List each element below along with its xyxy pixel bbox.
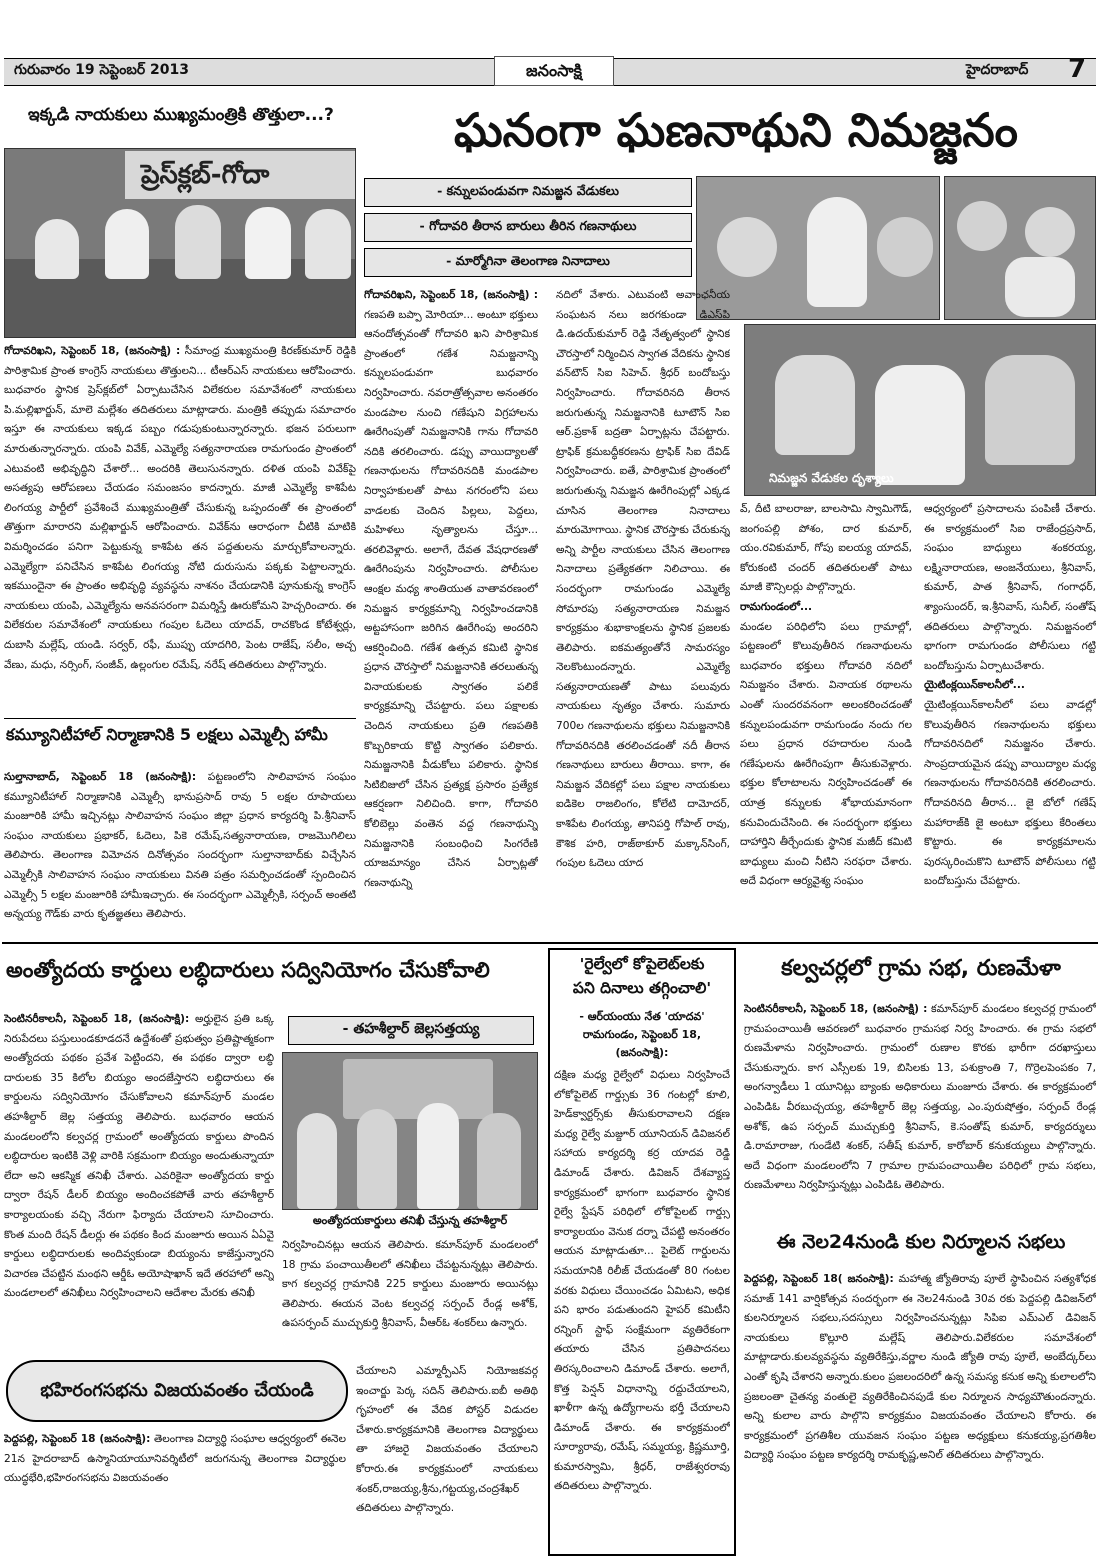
railway-byline-3: (జనంసాక్షి): (615, 1046, 669, 1059)
person-figure (417, 1103, 459, 1209)
lead-dateline: గోదావరిఖని, సెప్టెంబర్ 18, (జనంసాక్షి) : (364, 289, 538, 301)
person-figure (175, 205, 221, 279)
lead-bullet: - మార్మోగినా తెలంగాణ నినాదాలు (364, 248, 692, 277)
bahiranga-box (6, 1360, 348, 1422)
lead-bullet: - కన్నులపండువగా నిమజ్జన వేడుకలు (364, 178, 692, 207)
story-left-text (4, 342, 356, 714)
edition-city: హైదరాబాద్ (966, 62, 1029, 78)
railway-text (554, 1066, 730, 1552)
story-left-headline: ఇక్కడి నాయకులు ముఖ్యమంత్రికి తొత్తులా...? (28, 105, 334, 125)
community-hall-headline: కమ్యూనిటీహాల్ నిర్మాణానికి 5 లక్షలు ఎమ్మెల్సీ హామీ (6, 725, 328, 744)
story-left-body: సీమాంధ్ర ముఖ్యమంత్రి కిరణ్‌కుమార్ రెడ్డికి పారిశ్రామిక ప్రాంత కాంగ్రెస్ నాయకులు తొత్తులని... టీఆర్ఎస్ నాయకులు ఆరోపించారు. బుధవారం స్థానిక ప్రెస్‌క్లబ్‌లో ఏర్పాటుచేసిన విలేకరుల సమావేశంలో నాయకులు పి.మల్లిఖార్జున్, మాలె మల్లేశం తదితరులు మాట్లాడారు. మంత్రికి తప్పుడు సమాచారం ఇస్తూ ఈ నాయకులు ఇక్కడ పబ్బం గడుపుకుంటున్నారన్నారు. భజన పరులుగా మారుతున్నారన్నారు. యంపి వివేక్, ఎమ్మెల్యే సత్యనారాయణ రామగుండం ప్రాంతంలో ఎటువంటి అభివృద్ధిని చేశారో... అందరికి తెలుసునన్నారు. దళిత యంపి వివేక్‌పై అసత్యపు ఆరోపణలు చేయడం సమంజసం కాదన్నారు. మాజీ ఎమ్మెల్యే కాశిపేట లింగయ్య పార్టీలో ప్రవేశించే ముఖ్యమంత్రితో చేసుకున్న ఒప్పందంతో ఈ ప్రాంతంలో తొత్తుగా మారారని మల్లిఖార్జున్ ఆరోపించారు. వివేక్‌ను ఆరాధంగా చీటికి మాటికి విమర్శించడం పనిగా పెట్టుకున్న కాశిపేట తన పద్దతులను మార్చుకోవాలన్నారు. ఎమ్మెల్యేగా పనిచేసిన కాశిపేట లింగయ్య నోటి దురుసును పక్కకు పెట్టాలన్నారు. ఇకముందైనా ఈ ప్రాంతం అభివృద్ధి వ్యవస్థను నాశనం చేయడానికి పూనుకున్న కాంగ్రెస్ నాయకులు యంపి, ఎమ్మెల్యేను అనవసరంగా విమర్శిస్తే ఊరుకోమని హెచ్చరించారు. ఈ విలేకరుల సమావేశంలో నాయకులు గంపుల ఓదెలు యాదవ్, రాచకొండ కోటేశ్వర్లు, దుబాసి మల్లేష్, యండి. సర్వర్, రఫీ, ముప్పు యాదగిరి, పెంట రాజేష్, సలీం, అచ్చ వేణు, మధు, నర్సింగ్, సంజీవ్, ఉల్లంగుల రమేష్, నరేష్ తదితరులు పాల్గొన్నారు. (4, 345, 356, 671)
caste-text (744, 1270, 1096, 1556)
children-ganesh-photo (696, 176, 940, 320)
bahiranga-col-2 (356, 1362, 538, 1556)
immersion-photo-caption: నిమజ్జన వేడుకల దృశ్యాలు (769, 471, 894, 485)
bahiranga-dateline: పెద్దపల్లి, సెప్టెంబర్ 18 (జనంసాక్షి): (4, 1433, 151, 1445)
page-number: 7 (1068, 54, 1087, 84)
issue-date: గురువారం 19 సెప్టెంబర్ 2013 (14, 62, 189, 78)
community-hall-dateline: సుల్తానాబాద్, సెప్టెంబర్ 18 (జనంసాక్షి): (4, 771, 197, 783)
lead-col3-text: వ్, దీటి బాలరాజు, బాలసామి స్వామిగౌడ్, జంగంపల్లి పోశం, దార కుమార్, యం.రవికుమార్, గోపు ఐలయ్య యాదవ్, కోరుకంటి చందర్ తదితరులతో పాటు మాజీ కౌన్సిలర్లు పాల్గొన్నారు. (740, 503, 912, 594)
antyodaya-photo (282, 1052, 538, 1210)
lead-col-4 (924, 500, 1096, 936)
antyodaya-col2-text: నిర్వహించినట్లు ఆయన తెలిపారు. కమాన్‌పూర్ మండలంలో 18 గ్రామ పంచాయితీలలో తనిఖీలు చేపట్టనున్నట్లు తెలిపారు. కాగ కల్వచర్ల గ్రామానికి 225 కార్డులు మంజూరు అయినట్లు తెలిపారు. ఈయన వెంట కల్వచర్ల సర్పంచ్ రేండ్ల అశోక్, ఉపసర్పంచ్ ముచ్చుకుర్తి శ్రీనివాస్, వీఆర్‌ఓ శంకర్‌లు ఉన్నారు. (282, 1239, 538, 1330)
child-figure (877, 217, 933, 277)
lead-col-1 (364, 286, 538, 936)
story-left-dateline: గోదావరిఖని, సెప్టెంబర్ 18, (జనంసాక్షి) : (4, 345, 181, 357)
ganesh-idol (807, 197, 867, 307)
kalvacharla-dateline: సెంటినరీకాలనీ, సెప్టెంబర్ 18, (జనంసాక్షి) : (744, 1003, 928, 1015)
bahiranga-col2-text: చేయాలని ఎమ్మార్పీఎస్ నియోజకవర్గ ఇంచార్జు పెర్క సదిన్ తెలిపారు.ఐబీ అతిథి గృహంలో ఈ వేదిక పోస్టర్ విడుదల చేశారు.కార్యక్రమానికి తెలంగాణ విద్యార్థులు తా హాజరై విజయవంతం చేయాలని కోరారు.ఈ కార్యక్రమంలో నాయకులు శంకర్,రాజయ్య,శ్రీను,గట్టయ్య,చంద్రశేఖర్ తదితరులు పాల్గొన్నారు. (356, 1365, 538, 1515)
person-figure (35, 219, 79, 279)
person-figure (357, 1109, 397, 1209)
newspaper-logo: జనంసాక్షి (494, 56, 614, 86)
caste-dateline: పెద్దపల్లి, సెప్టెంబర్ 18( జనంసాక్షి): (744, 1273, 894, 1285)
railway-byline-1: - ఆర్‌యంయు నేత 'యాదవ' (579, 1010, 705, 1023)
divider (4, 718, 356, 719)
person-figure (477, 1113, 521, 1209)
railway-byline-2: రామగుండం, సెప్టెంబర్ 18, (582, 1028, 702, 1041)
antyodaya-col-2 (282, 1236, 538, 1356)
crowd-figure (985, 355, 1075, 465)
lead-headline: ఘనంగా ఘణనాథుని నిమజ్జనం (453, 103, 1019, 157)
lead-col2-text: నదిలో వేశారు. ఎటువంటి అవాంఛనీయ సంఘటన నలు జరగకుండా డిఎస్‌పి డి.ఉదయ్‌కుమార్ రెడ్డి నేతృత్వంలో స్థానిక చౌరస్తాలో నిర్మించిన స్వాగత వేదికను స్థానిక వన్‌టౌన్ సిఐ సిహెచ్. శ్రీధర్ బందోబస్తు నిర్వహించారు. గోదావరినది తీరాన జరుగుతున్న నిమజ్జనానికి టూటౌన్ సిఐ ఆర్.ప్రకాశ్ బద్రతా ఏర్పాట్లను చేపట్టారు. ట్రాఫిక్ క్రమబద్ధీకరణను ట్రాఫిక్ సిఐ దేవిడ్ నిర్వహించారు. ఐతే, పారిశ్రామిక ప్రాంతంలో జరుగుతున్న నిమజ్జన ఊరేగింపుల్లో ఎక్కడ చూసిన తెలంగాణ నినాదాలు మారుమోగాయి. స్థానిక చౌరస్తాకు చేరుకున్న అన్ని పార్టీల నాయకులు చేసిన తెలంగాణ నినాదాలు ప్రత్యేకతగా నిలిచాయి. ఈ సందర్భంగా రామగుండం ఎమ్మెల్యే సోమారపు సత్యనారాయణ నిమజ్జన కార్యక్రమం శుభాకాంక్షలను స్థానిక ప్రజలకు తెలిపారు. ఐకమత్యంతోనే సామరస్యం నెలకొంటుందన్నారు. ఎమ్మెల్యే సత్యనారాయణతో పాటు పలువురు నాయకులు నృత్యం చేశారు. సుమారు 700ల గణనాథులను భక్తులు నిమజ్జనానికి గోదావరినదికి తరలించడంతో నదీ తీరాన గణనాథులు బారులు తీరాయి. కాగా, ఈ నిమజ్జన వేదికల్లో పలు పక్షాల నాయకులు ఐడికెల రాజలింగం, కోలేటి దామోదర్, కాశిపేట లింగయ్య, తానిపర్తి గోపాల్ రావు, కౌశిక హరి, రాజ్‌ఠాకూర్ మక్కాన్‌సింగ్, గంపుల ఓదెలు యాద (556, 289, 730, 870)
lead-col3b-text: మండల పరిధిలోని పలు గ్రామాల్లో, పట్టణంలో కొలువుతీరిన గణనాథులను బుధవారం భక్తులు గోదావరి నదిలో నిమజ్జనం చేశారు. వినాయక రథాలను ఎంతో సుందరవనంగా అలంకరించడంతో కన్నులపండువగా రామగుండం నందు గల పలు ప్రధాన రహదారుల నుండి గణేషులను ఊరేగింపుగా తీసుకువెళ్లారు. భక్తుల కోలాటాలను నిర్వహించడంతో ఈ యాత్ర కన్నులకు శోభాయమానంగా కనువిందుచేసింది. ఈ సందర్భంగా భక్తులు దాహార్తిని తీర్చేందుకు స్థానిక మజీద్ కమిటి బాధ్యులు మంచి నీటిని సరఫరా చేశారు. అదే విధంగా ఆర్యవైశ్య సంఘం (740, 620, 912, 888)
person-figure (245, 207, 291, 279)
lead-col1-text: గణపతి బప్పా మోరియా... అంటూ భక్తులు ఆనందోత్సవంతో గోదావరి ఖని పారిశ్రామిక ప్రాంతంలో గణేశ నిమజ్జనాన్ని కన్నులపండువగా బుధవారం నిర్వహించారు. నవరాత్రోత్సవాల అనంతరం మండపాల నుంచి గణేషుని విగ్రహాలను ఊరేగింపుతో నిమజ్జనానికి గాను గోదావరి నదికి తరలించారు. డప్పు వాయిద్యాలతో గణనాథులను గోదావరినదికి మండపాల నిర్వాహకులతో పాటు నగరంలోని పలు వాడలకు చెందిన పిల్లలు, పెద్దలు, మహిళలు నృత్యాలను చేస్తూ... తరలివెళ్లారు. అలాగే, దేవత వేషధారణతో ఊరేగింపును నిర్వహించారు. పోలీసుల ఆంక్షల మధ్య శాంతియుత వాతావరణంలో నిమజ్జన కార్యక్రమాన్ని నిర్వహించడానికి అట్టహాసంగా జరిగిన ఊరేగింపు అందరిని ఆకర్షించింది. గణేశ ఉత్సవ కమిటి స్థానిక ప్రధాన చౌరస్తాలో నిమజ్జనానికి తరలుతున్న వినాయకులకు స్వాగతం పలికే కార్యక్రమాన్ని చేపట్టారు. పలు పక్షాలకు చెందిన నాయకులు ప్రతి గణపతికి కొబ్బరికాయ కొట్టి స్వాగతం పలికారు. నిమజ్జనానికి వీడుకోలు పలికారు. స్థానిక సిటిబిజులో చేసిన ప్రత్యక్ష ప్రసారం ప్రత్యేక ఆకర్షణగా నిలిచింది. కాగా, గోదావరి కోలిబెల్లు వంతెన వద్ద గణనాథున్ని నిమజ్జనానికి సంబంధించి సింగరేణి యాజమాన్యం చేసిన ఏర్పాట్లతో గణనాథున్ని (364, 308, 538, 889)
lead-col-2 (556, 286, 730, 936)
crowd-figure (775, 355, 855, 455)
lead-col4b-text: యైటింక్లయిన్‌కాలనీలో పలు వాడల్లో కొలువుతీరిన గణనాథులను భక్తులు గోదావరినదిలో నిమజ్జనం చేశారు. సాంప్రదాయమైన డప్పు వాయిద్యాల మధ్య గణనాథులను గోదావరినదికి తరలించారు. గోదావరినది తీరాన... జై బోలో గణేష్ మహారాజ్‌కి జై అంటూ భక్తులు కేరింతలు కొట్టారు. ఈ కార్యక్రమాలను పురస్కరించుకొని టూటౌన్ పోలీసులు గట్టి బందోబస్తును చేపట్టారు. (924, 698, 1096, 888)
antyodaya-dateline: సెంటినరీకాలనీ, సెప్టెంబర్ 18, (జనంసాక్షి): (4, 1013, 190, 1025)
community-hall-text (4, 768, 356, 948)
girls-ganesh-photo (944, 176, 1096, 320)
masthead (0, 0, 1100, 96)
lead-bullets (364, 178, 692, 282)
bahiranga-headline: భహిరంగసభను విజయవంతం చేయండి (40, 1380, 314, 1401)
immersion-crowd-photo (744, 324, 1096, 496)
crowd-figure (875, 365, 965, 485)
ramagundam-subhead: రామగుండంలో... (740, 600, 813, 613)
person-figure (297, 1113, 337, 1209)
caste-body: మహాత్మ జ్యోతిరావు పూలే స్థాపించిన సత్యశోధక సమాజ్ 141 వార్షికోత్సవ సందర్భంగా ఈ నెల24నుండి 30వ రకు పెద్దపల్లి డివిజన్‌లో కులనిర్మూలన సభలు,సదస్సులు నిర్వహించనున్నట్లు సిపిఐ ఎమ్ఎల్ డివిజన్ నాయకులు కొల్లూరి మల్లేష్ తెలిపారు.విలేకరుల సమావేశంలో మాట్లాడారు.కులవ్యవస్థను వ్యతిరేకిస్తు,వర్ణాల నుండి జ్యోతి రావు పూలే, అంబేద్కర్‌లు ఎంతో కృషి చేశారని అన్నారు.కులం ప్రజలందరిలో ఉన్న సమస్య కనుక అన్ని కులాలలోని ప్రజలంతా చైతన్య వంతులై వ్యతిరేకించినపుడే కుల నిర్మూలన సాధ్యమౌతుందన్నారు. అన్ని కులాల వారు పాల్గొని కార్యక్రమం విజయవంతం చేయాలని కోరారు. ఈ కార్యక్రమంలో ప్రగతిశీల యువజన సంఘం పట్టణ అధ్యక్షులు కనుకయ్య,ప్రగతిశీల విద్యార్థి సంఘం పట్టణ కార్యదర్శి రామకృష్ణ,అనిల్ తదితరులు పాల్గొన్నారు. (744, 1273, 1096, 1462)
railway-headline-2: పని దినాలు తగ్గించాలి' (572, 979, 712, 997)
railway-body: దక్షిణ మధ్య రైల్వేలో విధులు నిర్వహించే లోకోపైలెట్ గార్డ్సుకు 36 గంటల్లో కూలి, హెడ్‌క్వార్టర్స్‌కు తీసుకురావాలని దక్షణ మధ్య రైల్వే మజ్దూర్ యూనియన్ డివిజనల్ సహాయ కార్యదర్శి కర్ర యాదవ రెడ్డి డిమాండ్ చేశారు. డివిజన్ దేశవ్యాప్త కార్యక్రమంలో భాగంగా బుధవారం స్థానిక రైల్వే స్టేషన్ పరిధిలో లోకోపైలట్ గార్డ్సు కార్యాలయం వెనుక దర్నా చేపట్టి అనంతరం ఆయన మాట్లాడుతూ... పైలెట్ గార్డులను సమయానికి రిలీజ్ చేయడంతో 80 గంటల వరకు విధులు చేయించడం ఏమిటని, అధిక పని భారం పడుతుందని హైపర్ కమిటీని రన్నింగ్ స్టాఫ్ సంక్షేమంగా వ్యతిరేకంగా తయారు చేసిన ప్రతిపాదనలు తిరస్కరించాలని డిమాండ్ చేశారు. అలాగే, కొత్త పెన్షన్ విధానాన్ని రద్దుచేయాలని, ఖాళీగా ఉన్న ఉద్యోగాలను భర్తీ చేయాలని డిమాండ్ చేశారు. ఈ కార్యక్రమంలో సూర్యారావు, రమేష్, సమ్మయ్య, క్రిష్ణమూర్తి, కుమారస్వామి, శ్రీధర్, రాజేశ్వరరావు తదితరులు పాల్గొన్నారు. (554, 1069, 730, 1493)
railway-headline-1: 'రైల్వేలో కోపైలెట్‌లకు (579, 955, 705, 973)
antyodaya-body: అర్హులైన ప్రతి ఒక్క నిరుపేదలు పస్తులుండకూడదనే ఉద్దేశంతో ప్రభుత్వం ప్రతిష్టాత్మకంగా అంత్యోదయ పథకం ప్రవేశ పెట్టిందని, ఈ పథకం ద్వారా లబ్ధి దారులకు 35 కిలోల బియ్యం అందజేస్తారని లబ్ధిదారులు ఈ కార్డులను సద్వినియోగం చేసుకోవాలని కమాన్‌పూర్ మండల తహశీల్దార్ జెల్ల సత్తయ్య తెలిపారు. బుధవారం ఆయన మండలంలోని కల్వచర్ల గ్రామంలో అంత్యోదయ కార్డులు పొందిన లబ్ధిదారుల ఇంటికి వెళ్లి వారికి సక్రమంగా బియ్యం అందుతున్నాయా లేదా అని ఆకస్మిక తనిఖీ చేశారు. ఎవరికైనా అంత్యోదయ కార్డు ద్వారా రేషన్ డీలర్ బియ్యం అందించకపోతే వారు తహశీల్దార్ కార్యాలయంకు వచ్చి నేరుగా ఫిర్యాదు చేయాలని సూచించారు. కొంత మంది రేషన్ డీలర్లు ఈ పథకం కింద మంజూరు అయిన ఏఏవై కార్డులు లబ్ధిదారులకు అందివ్వకుండా బియ్యంను కాజేస్తున్నారని విచారణ చేపట్టిన మంథని ఆర్డీఓ అయోషాఖాన్ ఇదే తరహాలో అన్ని మండలాలలో తనిఖీలు నిర్వహించాలని ఆదేశాల మేరకు తనిఖీ (4, 1013, 274, 1300)
lead-col-3 (740, 500, 912, 936)
child-figure (717, 217, 777, 277)
girl-figure (957, 201, 1007, 251)
yitinclain-subhead: యైటింక్లయిన్‌కాలనీలో... (924, 679, 1025, 692)
community-hall-body: పట్టణంలోని సాలివాహన సంఘం కమ్యూనిటీహాల్ నిర్మాణానికి ఎమ్మెల్సీ భానుప్రసాద్ రావు 5 లక్షల రూపాయలు మంజూరికి హామీ ఇచ్చినట్లు సాలివాహన సంఘం జిల్లా ప్రధాన కార్యదర్శి పి.శ్రీనివాస్ సంఘం నాయకులు ప్రభాకర్, ఓదెలు, పికె రమేష్,సత్యనారాయణ, రాజమొగిలిలు తెలిపారు. తెలంగాణ విమోచన దినోత్సవం సందర్భంగా సుల్తానాబాద్‌కు విచ్చేసిన ఎమ్మెల్సీకి సాలివాహన సంఘం నాయకులు వినతి పత్రం సమర్పించడంతో స్పందించిన ఎమ్మెల్సీ 5 లక్షల మంజూరికి హామీఇచ్చారు. ఈ సందర్భంగా ఎమ్మెల్సీకి, సర్పంచ్ అంతటి అన్నయ్య గౌడ్‌కు వారు కృతజ్ఞతలు తెలిపారు. (4, 771, 356, 921)
ganesh-idol (1005, 257, 1075, 317)
railway-byline (556, 1008, 728, 1062)
lead-col4-text: ఆధ్వర్యంలో ప్రసాదాలను పంపిణీ చేశారు. ఈ కార్యక్రమంలో సిఐ రాజేంద్రప్రసాద్, సంఘం బాధ్యులు శంకరయ్య, లక్ష్మినారాయణ, అంజనేయులు, శ్రీనివాస్, కుమార్, పాత శ్రీనివాస్, గంగాధర్, శ్యాంసుందర్, ఇ.శ్రీనివాస్, సునీల్, సంతోష్ తదితరులు పాల్గొన్నారు. నిమజ్జనంలో భాగంగా రామగుండం పోలీసులు గట్టి బందోబస్తును ఏర్పాటుచేశారు. (924, 503, 1096, 672)
lead-bullet: - గోదావరి తీరాన బారులు తీరిన గణనాథులు (364, 213, 692, 242)
girl-figure (1025, 207, 1075, 257)
antyodaya-photo-caption: అంత్యోదయకార్డులు తనిఖీ చేస్తున్న తహశీల్దార్ (312, 1214, 508, 1227)
kalvacharla-body: కమాన్‌పూర్ మండలం కల్వచర్ల గ్రామంలో గ్రామపంచాయితీ ఆవరణలో బుధవారం గ్రామసభ నిర్వ హించారు. ఈ గ్రామ సభలో రుణమేళాను నిర్వహించారు. గ్రామంలో రుణాల కొరకు భారీగా దరఖాస్తులు చేసుకున్నారు. కాగ ఎస్సీలకు 19, బిసిలకు 13, పశుక్రాంతి 7, గొర్రెలపెంపకం 7, అంగన్వాడీలు 1 యూనిట్లు బ్యాంకు అధికారులు మంజూరు చేశారు. ఈ కార్యక్రమంలో ఎంపిడిఓ వీరబుచ్చయ్య, తహశీల్దార్ జెల్ల సత్తయ్య, ఎం.పురుషోత్తం, సర్పంచ్ రేండ్ల అశోక్, ఉప సర్పంచ్ ముచ్చుకుర్తి శ్రీనివాస్, కె.సంతోష్ కుమార్, కార్యదర్శులు డి.రామారాజు, గుండేటి శంకర్, సతీష్ కుమార్, కారోబార్ కనుకయ్యలు పాల్గొన్నారు. అదే విధంగా మండలంలోని 7 గ్రామాల గ్రామపంచాయితీల పరిధిలో గ్రామ సభలు, రుణమేళాలు నిర్వహిస్తున్నట్లు ఎంపిడిఓ తెలిపారు. (744, 1003, 1096, 1192)
kalvacharla-headline: కల్వచర్లలో గ్రామ సభ, రుణమేళా (781, 956, 1061, 981)
press-club-banner: ప్రెస్‌క్లబ్-గోదా (125, 151, 356, 199)
bahiranga-text (4, 1430, 346, 1556)
antyodaya-subhead: - తహశీల్దార్ జెల్లసత్తయ్య (288, 1016, 534, 1045)
person-figure (105, 209, 149, 279)
signboard (343, 1059, 493, 1119)
bahiranga-body: తెలంగాణ విద్యార్థి సంఘాల ఆధ్వర్యంలో ఈనెల 21న హైదరాబాద్ ఉస్మానియాయూనివర్శిటీలో జరుగనున్న తెలంగాణ విద్యార్థుల యుద్ధభేరి,భహిరంగసభను విజయవంతం (4, 1433, 346, 1485)
caste-headline: ఈ నెల24నుండి కుల నిర్మూలన సభలు (776, 1231, 1066, 1253)
kalvacharla-text (744, 1000, 1096, 1222)
antyodaya-headline: అంత్యోదయ కార్డులు లబ్ధిదారులు సద్వినియోగం చేసుకోవాలి (6, 958, 490, 982)
person-figure (305, 209, 351, 279)
section-divider (2, 942, 1098, 944)
press-meet-photo (4, 148, 356, 338)
